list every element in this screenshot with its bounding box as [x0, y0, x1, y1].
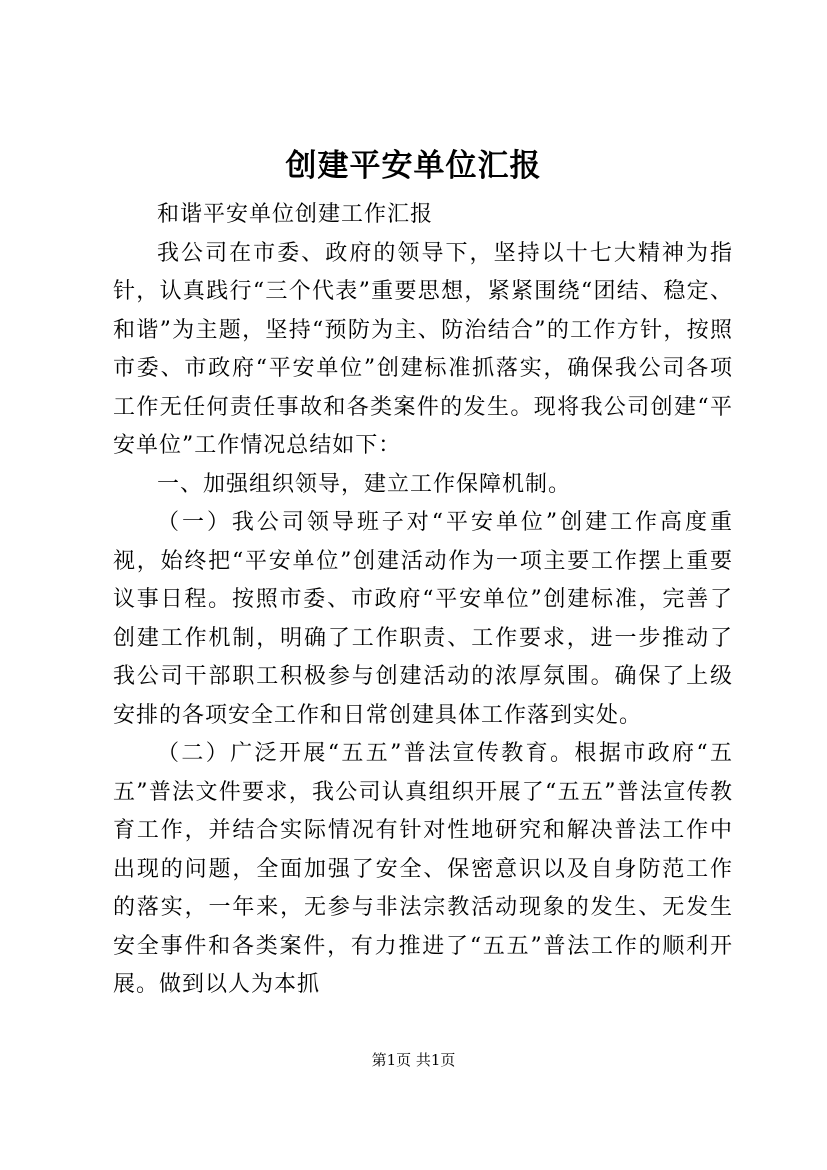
paragraph-subtitle: 和谐平安单位创建工作汇报 — [157, 202, 434, 227]
paragraph-item-2: （二）广泛开展“五五”普法宣传教育。根据市政府“五五”普法文件要求，我公司认真组织开展了“五五”普法宣传教育工作，并结合实际情况有针对性地研究和解决普法工作中出现的问题，全面加强了安全、保密意识以及自身防范工作的落实，一年来，无参与非法宗教活动现象的发生、无发生安全事件和各类案件，有力推进了“五五”普法工作的顺利开展。做到以人为本抓 — [113, 741, 733, 997]
document-title: 创建平安单位汇报 — [285, 148, 542, 184]
document-body — [113, 196, 733, 1005]
paragraph-section-heading: 一、加强组织领导，建立工作保障机制。 — [157, 471, 572, 497]
paragraph-item-1: （一）我公司领导班子对“平安单位”创建工作高度重视，始终把“平安单位”创建活动作为一项主要工作摆上重要议事日程。按照市委、市政府“平安单位”创建标准，完善了创建工作机制，明确了工作职责、工作要求，进一步推动了我公司干部职工积极参与创建活动的浓厚氛围。确保了上级安排的各项安全工作和日常创建具体工作落到实处。 — [113, 510, 733, 728]
paragraph-intro: 我公司在市委、政府的领导下，坚持以十七大精神为指针，认真践行“三个代表”重要思想，紧紧围绕“团结、稳定、和谐”为主题，坚持“预防为主、防治结合”的工作方针，按照市委、市政府“平安单位”创建标准抓落实，确保我公司各项工作无任何责任事故和各类案件的发生。现将我公司创建“平安单位”工作情况总结如下： — [113, 240, 733, 458]
page-footer: 第1页 共1页 — [371, 1051, 456, 1069]
